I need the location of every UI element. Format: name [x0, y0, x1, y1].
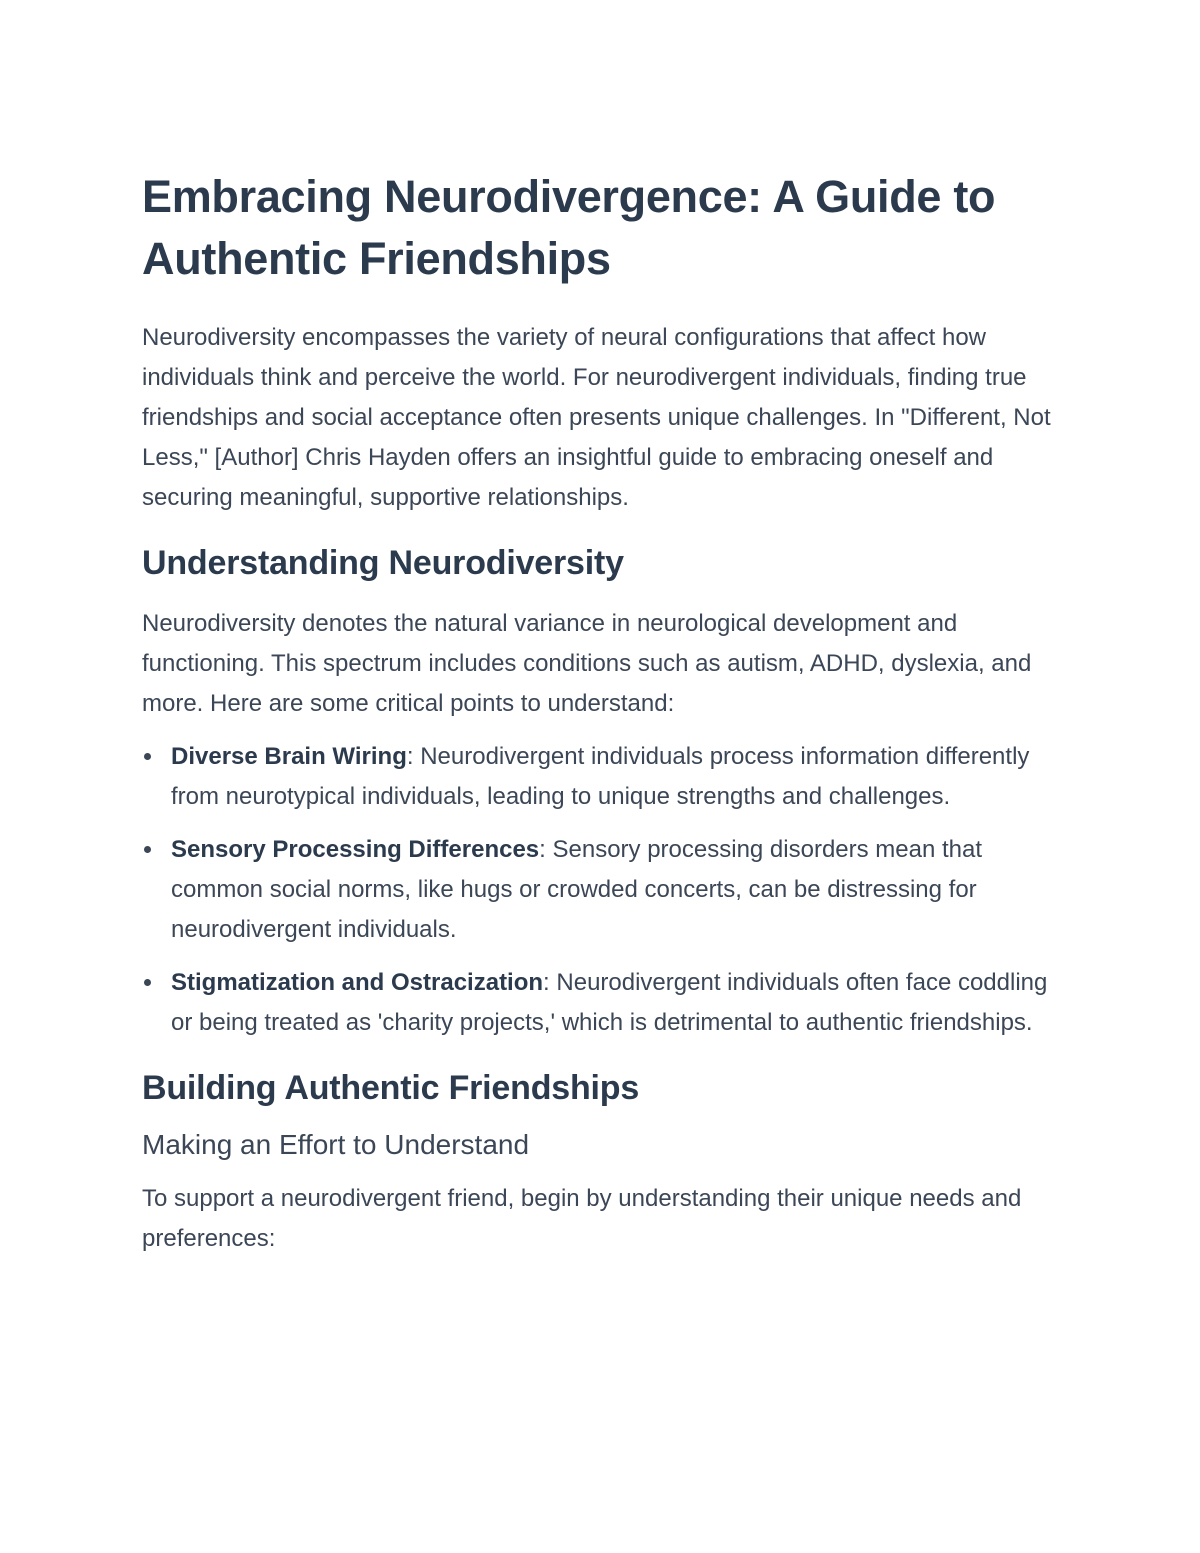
subheading-making-effort: Making an Effort to Understand: [142, 1129, 530, 1160]
bullet-icon: [144, 846, 151, 853]
bullet-icon: [144, 753, 151, 760]
list-item-text: : Neurodivergent individuals process information differently from neurotypical individuals, leading to unique strengths and challenges.: [171, 743, 1030, 810]
section-paragraph-building: To support a neurodivergent friend, begin by understanding their unique needs and preferences:: [142, 1185, 1022, 1252]
section-heading-understanding-neurodiversity: Understanding Neurodiversity: [142, 544, 624, 582]
list-item: [142, 963, 1062, 1043]
list-item: [142, 737, 1062, 817]
section-heading-building-friendships: Building Authentic Friendships: [142, 1069, 640, 1107]
list-item-term: Stigmatization and Ostracization: [171, 969, 544, 996]
bullet-icon: [144, 979, 151, 986]
list-item-text: : Neurodivergent individuals often face coddling or being treated as 'charity projects,' which is detrimental to authentic friendships.: [171, 969, 1048, 1036]
list-item-text: : Sensory processing disorders mean that common social norms, like hugs or crowded concerts, can be distressing for neurodivergent individuals.: [171, 836, 983, 943]
list-item-term: Diverse Brain Wiring: [171, 743, 407, 770]
document-page: [142, 166, 1062, 1259]
intro-paragraph: Neurodiversity encompasses the variety of neural configurations that affect how individuals think and perceive the world. For neurodivergent individuals, finding true friendships and social acceptance often presents unique challenges. In "Different, Not Less," [Author] Chris Hayden offers an insightful guide to embracing oneself and securing meaningful, supportive relationships.: [142, 324, 1051, 511]
section-paragraph-understanding: Neurodiversity denotes the natural variance in neurological development and functioning. This spectrum includes conditions such as autism, ADHD, dyslexia, and more. Here are some critical points to understand:: [142, 610, 1032, 717]
list-item: [142, 830, 1062, 950]
key-points-list: [142, 737, 1062, 1043]
page-title: Embracing Neurodivergence: A Guide to Authentic Friendships: [142, 171, 996, 284]
list-item-term: Sensory Processing Differences: [171, 836, 540, 863]
